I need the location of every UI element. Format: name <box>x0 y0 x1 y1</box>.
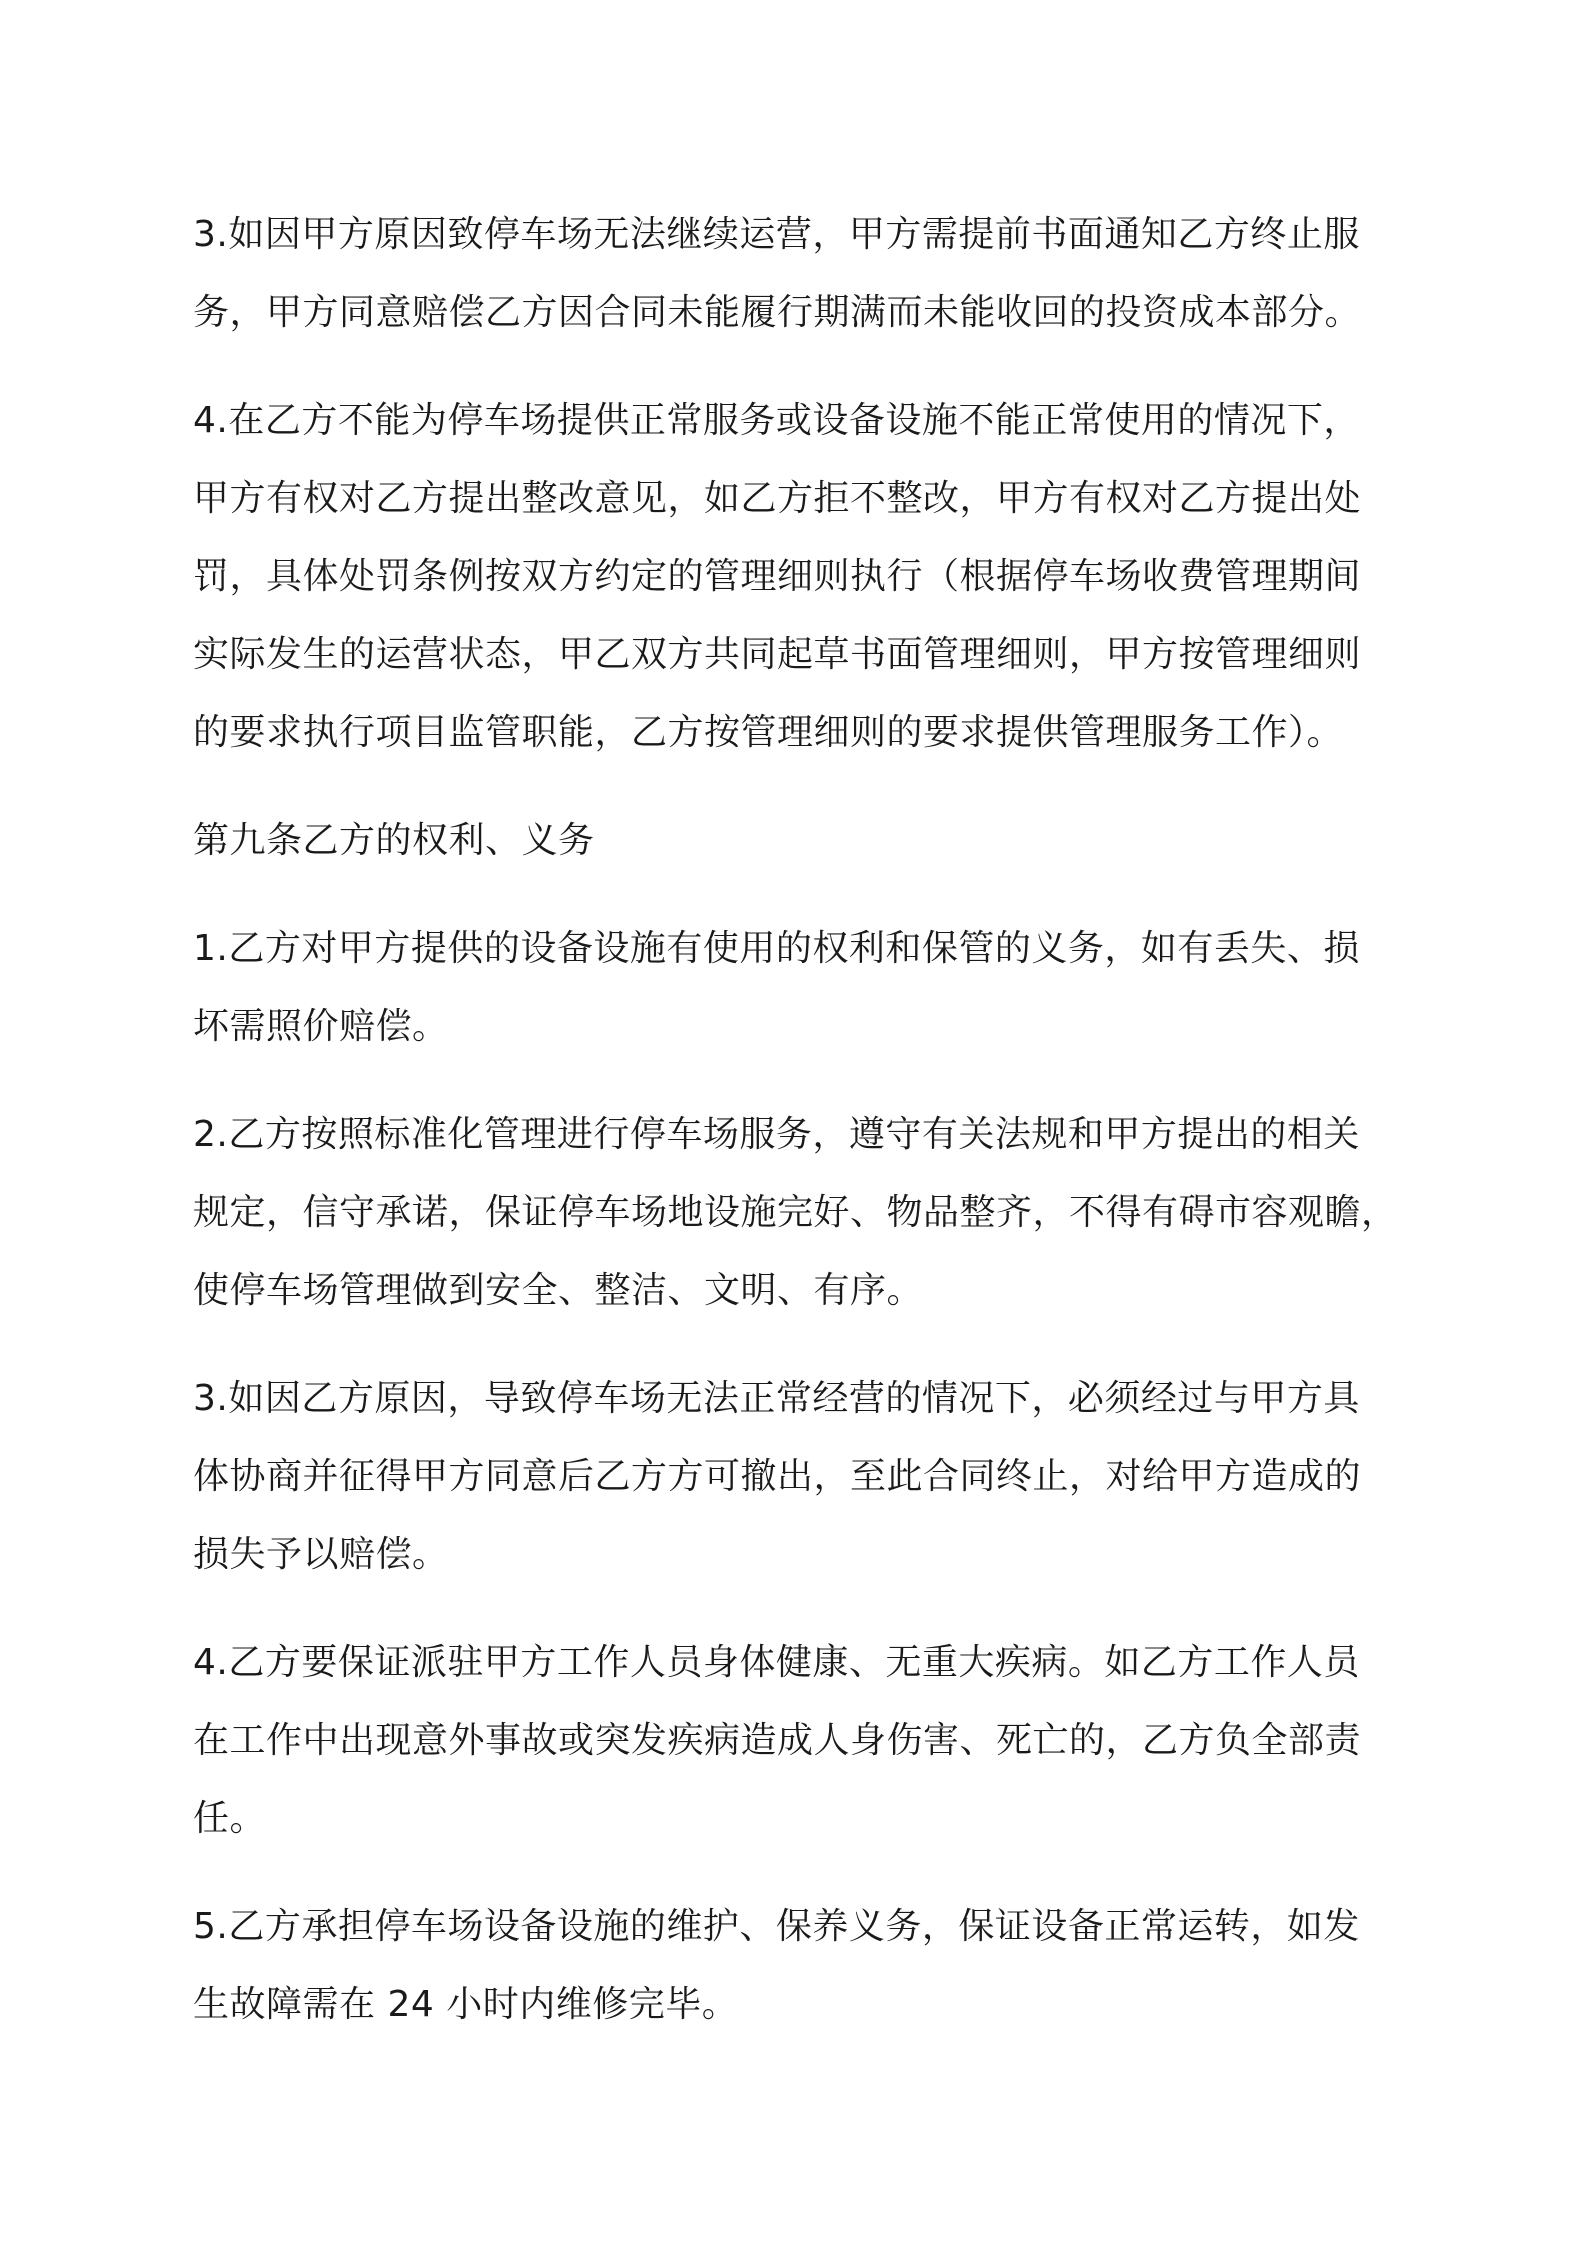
text-line: 坏需照价赔偿。 <box>193 1006 449 1047</box>
paragraph-clause-4-party-b <box>193 1624 1408 1858</box>
text-line: 实际发生的运营状态，甲乙双方共同起草书面管理细则，甲方按管理细则 <box>193 634 1362 675</box>
text-line: 规定，信守承诺，保证停车场地设施完好、物品整齐，不得有碍市容观瞻， <box>193 1192 1398 1233</box>
paragraph-clause-2-party-b <box>193 1096 1408 1330</box>
paragraph-clause-3-party-b <box>193 1360 1408 1594</box>
paragraph-clause-5-party-b <box>193 1888 1408 2044</box>
document-body <box>193 196 1408 2074</box>
text-line: 4.在乙方不能为停车场提供正常服务或设备设施不能正常使用的情况下， <box>193 400 1360 441</box>
text-line: 4.乙方要保证派驻甲方工作人员身体健康、无重大疾病。如乙方工作人员 <box>193 1642 1360 1683</box>
section-heading-article-9 <box>193 802 1408 880</box>
text-line: 罚，具体处罚条例按双方约定的管理细则执行（根据停车场收费管理期间 <box>193 556 1362 597</box>
text-line: 在工作中出现意外事故或突发疾病造成人身伤害、死亡的，乙方负全部责 <box>193 1720 1362 1761</box>
text-line: 体协商并征得甲方同意后乙方方可撤出，至此合同终止，对给甲方造成的 <box>193 1456 1362 1497</box>
text-line: 任。 <box>193 1798 267 1839</box>
text-line: 损失予以赔偿。 <box>193 1534 449 1575</box>
text-line: 务，甲方同意赔偿乙方因合同未能履行期满而未能收回的投资成本部分。 <box>193 292 1362 333</box>
text-line: 第九条乙方的权利、义务 <box>193 820 595 861</box>
paragraph-clause-3-party-a <box>193 196 1408 352</box>
text-line: 2.乙方按照标准化管理进行停车场服务，遵守有关法规和甲方提出的相关 <box>193 1114 1360 1155</box>
text-line: 生故障需在 24 小时内维修完毕。 <box>193 1984 739 2025</box>
text-line: 的要求执行项目监管职能，乙方按管理细则的要求提供管理服务工作）。 <box>193 712 1344 753</box>
text-line: 3.如因乙方原因，导致停车场无法正常经营的情况下，必须经过与甲方具 <box>193 1378 1360 1419</box>
text-line: 使停车场管理做到安全、整洁、文明、有序。 <box>193 1270 924 1311</box>
paragraph-clause-4-party-a <box>193 382 1408 772</box>
paragraph-clause-1-party-b <box>193 910 1408 1066</box>
text-line: 甲方有权对乙方提出整改意见，如乙方拒不整改，甲方有权对乙方提出处 <box>193 478 1362 519</box>
text-line: 5.乙方承担停车场设备设施的维护、保养义务，保证设备正常运转，如发 <box>193 1906 1360 1947</box>
text-line: 3.如因甲方原因致停车场无法继续运营，甲方需提前书面通知乙方终止服 <box>193 214 1360 255</box>
text-line: 1.乙方对甲方提供的设备设施有使用的权利和保管的义务，如有丢失、损 <box>193 928 1360 969</box>
